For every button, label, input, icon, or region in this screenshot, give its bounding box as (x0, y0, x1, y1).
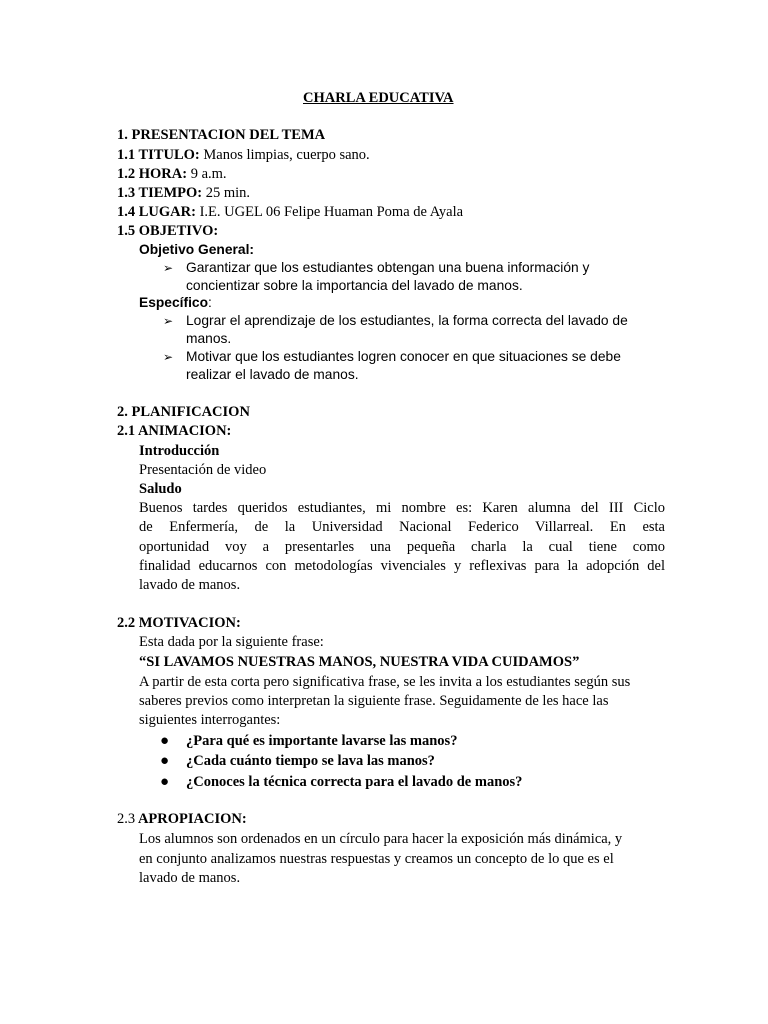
titulo-label: 1.1 TITULO: (117, 147, 200, 163)
arrow-bullet-icon: ➢ (163, 314, 174, 328)
pregunta-3: ¿Conoces la técnica correcta para el lavado de manos? (186, 774, 523, 790)
document-title: CHARLA EDUCATIVA (303, 90, 454, 106)
motivacion-line-3: siguientes interrogantes: (139, 712, 281, 728)
motivacion-line-2: saberes previos como interpretan la siguiente frase. Seguidamente de les hace las (139, 693, 609, 709)
arrow-bullet-icon: ➢ (163, 261, 174, 275)
tiempo-line (117, 184, 250, 202)
tiempo-label: 1.3 TIEMPO: (117, 185, 203, 201)
tiempo-value: 25 min. (202, 185, 251, 201)
saludo-line-3: oportunidad voy a presentarles una pequeña charla la cual tiene como (139, 539, 665, 555)
titulo-line (117, 146, 370, 164)
saludo-line-2: de Enfermería, de la Universidad Nacional Federico Villarreal. En esta (139, 519, 665, 535)
section-1-heading: 1. PRESENTACION DEL TEMA (117, 127, 326, 143)
round-bullet-icon: ● (160, 753, 170, 769)
especifico-line (139, 294, 212, 312)
motivacion-heading: 2.2 MOTIVACION: (117, 615, 241, 631)
objetivo-label: 1.5 OBJETIVO: (117, 223, 219, 239)
saludo-line-5: lavado de manos. (139, 577, 241, 593)
lugar-value: I.E. UGEL 06 Felipe Huaman Poma de Ayala (195, 204, 464, 220)
especifico-label: Específico (139, 295, 209, 310)
saludo-line-1: Buenos tardes queridos estudiantes, mi nombre es: Karen alumna del III Ciclo (139, 500, 665, 516)
section-2-heading: 2. PLANIFICACION (117, 404, 250, 420)
pregunta-1: ¿Para qué es importante lavarse las manos? (186, 733, 458, 749)
titulo-value: Manos limpias, cuerpo sano. (199, 147, 370, 163)
lugar-label: 1.4 LUGAR: (117, 204, 196, 220)
hora-label: 1.2 HORA: (117, 166, 188, 182)
especifico-2-line-2: realizar el lavado de manos. (186, 367, 359, 382)
hora-line (117, 165, 227, 183)
objetivo-general-label: Objetivo General: (139, 242, 255, 257)
objetivo-general-line-1: Garantizar que los estudiantes obtengan una buena información y (186, 260, 590, 275)
saludo-label: Saludo (139, 481, 182, 497)
lugar-line (117, 203, 463, 221)
motivacion-line-1: A partir de esta corta pero significativa frase, se les invita a los estudiantes según sus (139, 674, 631, 690)
pregunta-2: ¿Cada cuánto tiempo se lava las manos? (186, 753, 435, 769)
apropiacion-number: 2.3 (117, 811, 136, 827)
apropiacion-heading (117, 810, 247, 828)
apropiacion-line-3: lavado de manos. (139, 870, 241, 886)
apropiacion-label: APROPIACION: (135, 811, 247, 827)
apropiacion-line-2: en conjunto analizamos nuestras respuestas y creamos un concepto de lo que es el (139, 851, 614, 867)
presentacion-video: Presentación de video (139, 462, 267, 478)
objetivo-general-line-2: concientizar sobre la importancia del lavado de manos. (186, 278, 523, 293)
especifico-colon: : (208, 295, 212, 310)
especifico-1-line-1: Lograr el aprendizaje de los estudiantes, la forma correcta del lavado de (186, 313, 628, 328)
hora-value: 9 a.m. (187, 166, 227, 182)
saludo-line-4: finalidad educarnos con metodologías vivenciales y reflexivas para la adopción del (139, 558, 665, 574)
introduccion-label: Introducción (139, 443, 220, 459)
motivacion-frase: “SI LAVAMOS NUESTRAS MANOS, NUESTRA VIDA CUIDAMOS” (139, 654, 580, 670)
round-bullet-icon: ● (160, 774, 170, 790)
especifico-1-line-2: manos. (186, 331, 232, 346)
round-bullet-icon: ● (160, 733, 170, 749)
motivacion-intro: Esta dada por la siguiente frase: (139, 634, 324, 650)
arrow-bullet-icon: ➢ (163, 350, 174, 364)
animacion-heading: 2.1 ANIMACION: (117, 423, 232, 439)
especifico-2-line-1: Motivar que los estudiantes logren conocer en que situaciones se debe (186, 349, 621, 364)
apropiacion-line-1: Los alumnos son ordenados en un círculo para hacer la exposición más dinámica, y (139, 831, 623, 847)
